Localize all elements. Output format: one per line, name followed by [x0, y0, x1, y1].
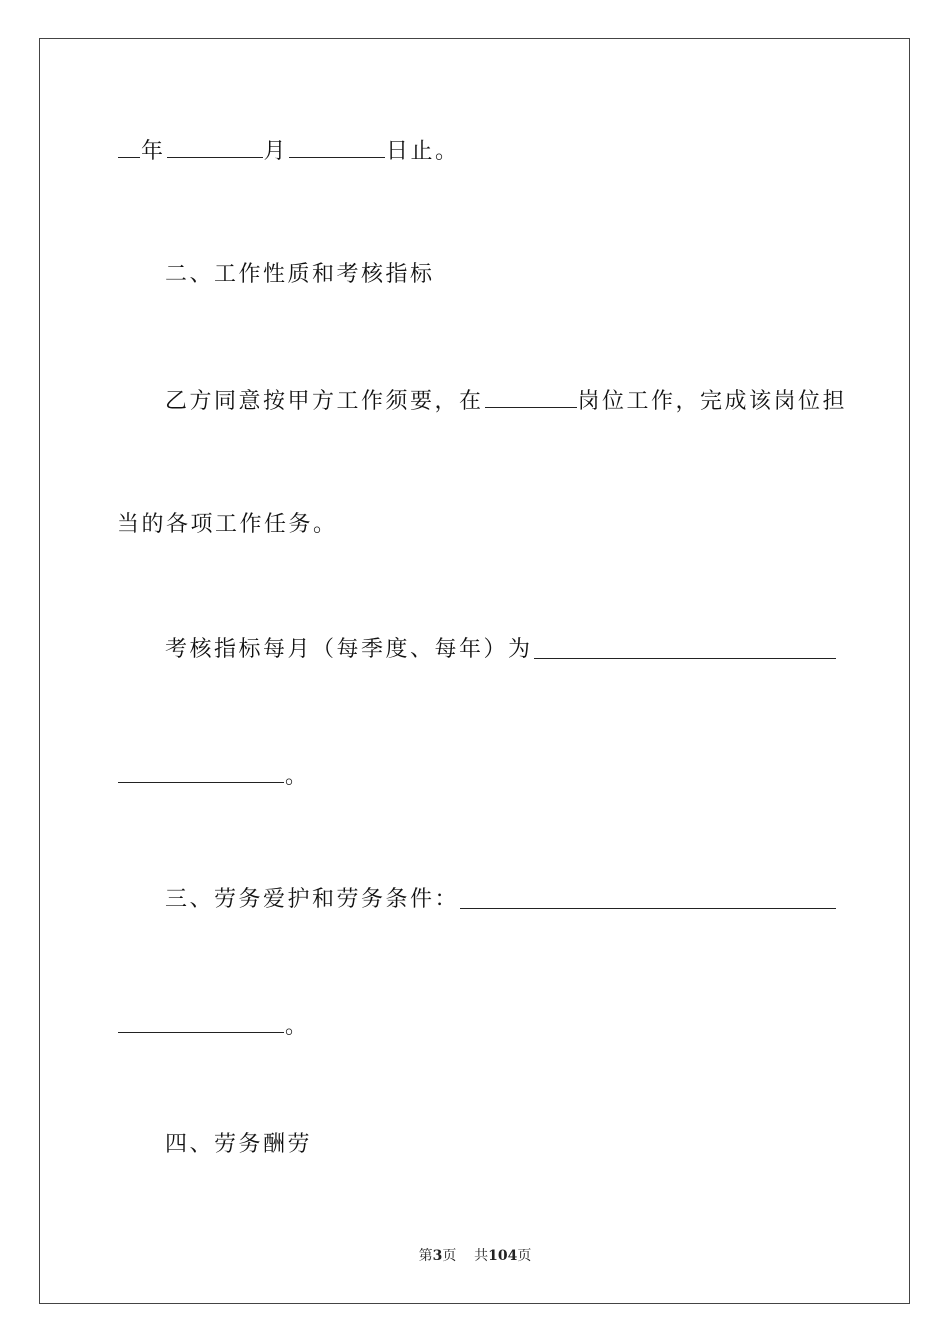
- page-footer: [0, 1245, 950, 1265]
- paragraph-2-end-punct: 。: [285, 764, 310, 789]
- total-prefix: 共: [474, 1248, 489, 1264]
- assessment-blank-continued[interactable]: [118, 760, 284, 783]
- day-blank[interactable]: [289, 135, 385, 158]
- paragraph-1-continuation: 当的各项工作任务。: [117, 512, 338, 537]
- assessment-blank[interactable]: [534, 658, 836, 659]
- paragraph-1-end: 岗位工作，完成该岗位担: [577, 389, 848, 414]
- section-2-heading: 二、工作性质和考核指标: [165, 262, 435, 287]
- date-range-line: [117, 135, 837, 167]
- year-suffix: 年: [141, 139, 166, 164]
- total-suffix: 页: [517, 1248, 532, 1264]
- year-blank[interactable]: [118, 135, 140, 158]
- section-3-line: [165, 885, 837, 915]
- section-3-continuation: [117, 1010, 837, 1042]
- page-border: [39, 38, 910, 1304]
- labor-conditions-blank[interactable]: [460, 908, 836, 909]
- page-suffix: 页: [442, 1248, 457, 1264]
- paragraph-2-line: [165, 635, 837, 665]
- paragraph-1-line: [165, 385, 848, 417]
- section-4-heading: 四、劳务酬劳: [165, 1132, 313, 1157]
- month-blank[interactable]: [167, 135, 263, 158]
- paragraph-2-start: 考核指标每月（每季度、每年）为: [165, 637, 533, 662]
- position-blank[interactable]: [485, 385, 577, 408]
- paragraph-2-continuation: [117, 760, 837, 792]
- section-3-end-punct: 。: [285, 1014, 310, 1039]
- page-prefix: 第: [418, 1248, 433, 1264]
- total-pages: 104: [488, 1248, 518, 1264]
- labor-conditions-blank-continued[interactable]: [118, 1010, 284, 1033]
- paragraph-1-start: 乙方同意按甲方工作须要，在: [165, 389, 484, 414]
- section-3-heading: 三、劳务爱护和劳务条件：: [165, 887, 460, 912]
- month-suffix: 月: [263, 139, 289, 164]
- day-suffix: 日止。: [386, 139, 460, 164]
- page-number: 3: [432, 1248, 443, 1264]
